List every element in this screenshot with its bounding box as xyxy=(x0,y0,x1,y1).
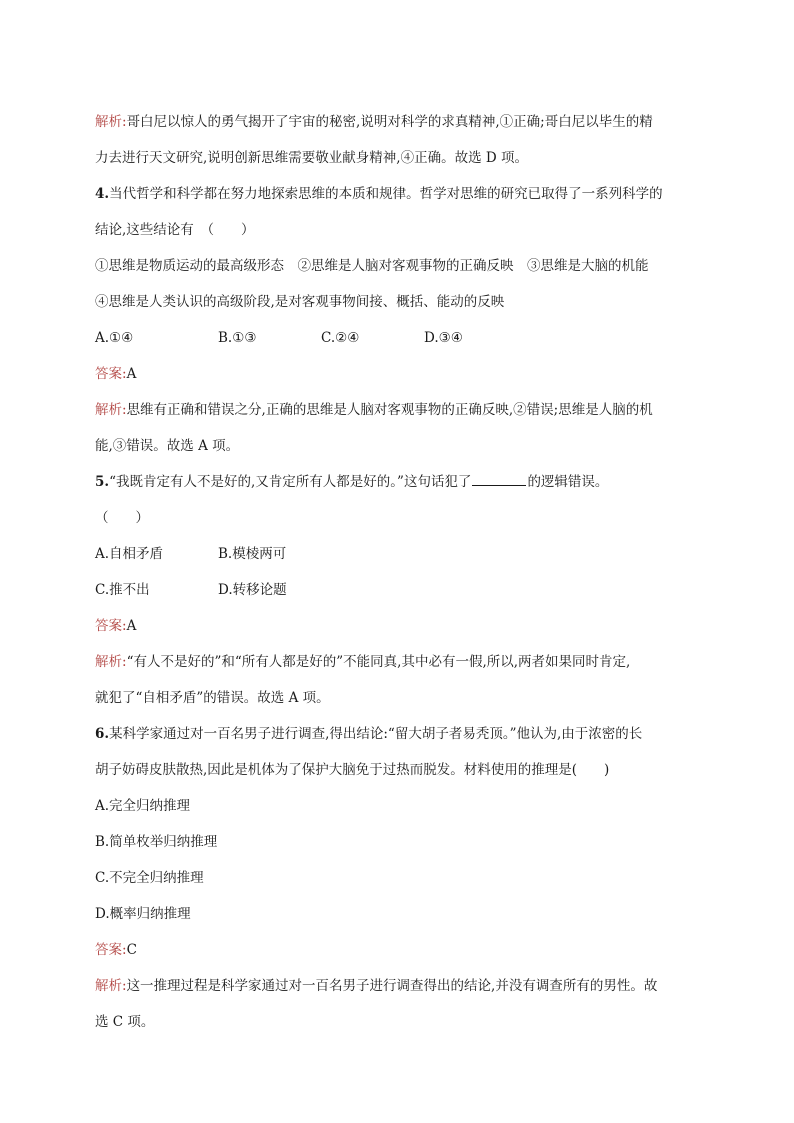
answer-value: A xyxy=(126,366,137,382)
option-d: D.转移论题 xyxy=(218,582,287,598)
q6-option-b: B.简单枚举归纳推理 xyxy=(95,834,218,850)
q6-stem-line-1: 6.某科学家通过对一百名男子进行调查,得出结论:“留大胡子者易秃顶。”他认为,由于浓密的长 xyxy=(95,726,643,742)
q5-analysis-line-2: 就犯了“自相矛盾”的错误。故选 A 项。 xyxy=(95,690,330,706)
q4-analysis-line-1: 解析:思维有正确和错误之分,正确的思维是人脑对客观事物的正确反映,②错误;思维是人脑的机 xyxy=(95,402,653,418)
q5-stem-line-1: 5.“我既肯定有人不是好的,又肯定所有人都是好的。”这句话犯了 的逻辑错误。 xyxy=(95,464,695,500)
option-a: A.①④ xyxy=(95,330,134,346)
q4-answer xyxy=(95,356,695,392)
q6-analysis-line-2: 选 C 项。 xyxy=(95,1014,155,1030)
analysis-label: 解析: xyxy=(95,402,127,418)
option-b: B.①③ xyxy=(218,330,257,346)
question-number: 6. xyxy=(95,726,110,742)
q4-statements-line-1: ①思维是物质运动的最高级形态 ②思维是人脑对客观事物的正确反映 ③思维是大脑的机能 xyxy=(95,258,649,274)
question-number: 4. xyxy=(95,186,110,202)
analysis-label: 解析: xyxy=(95,114,127,130)
q5-answer xyxy=(95,608,695,644)
option-c: C.②④ xyxy=(321,330,360,346)
option-b: B.模棱两可 xyxy=(218,546,287,562)
answer-label: 答案: xyxy=(95,618,127,634)
q3-analysis-line-1: 解析:哥白尼以惊人的勇气揭开了宇宙的秘密,说明对科学的求真精神,①正确;哥白尼以毕生的精 xyxy=(95,114,653,130)
q6-stem-line-2: 胡子妨碍皮肤散热,因此是机体为了保护大脑免于过热而脱发。材料使用的推理是( ) xyxy=(95,762,610,778)
q4-analysis-line-2: 能,③错误。故选 A 项。 xyxy=(95,438,240,454)
q6-analysis-line-1: 解析:这一推理过程是科学家通过对一百名男子进行调查得出的结论,并没有调查所有的男性。故 xyxy=(95,978,658,994)
q5-options-row-2 xyxy=(95,572,695,608)
analysis-label: 解析: xyxy=(95,978,127,994)
answer-value: A xyxy=(126,618,137,634)
q6-option-c: C.不完全归纳推理 xyxy=(95,870,204,886)
answer-label: 答案: xyxy=(95,366,127,382)
q4-stem-line-1: 4.当代哲学和科学都在努力地探索思维的本质和规律。哲学对思维的研究已取得了一系列科学的 xyxy=(95,186,663,202)
q5-analysis-line-1: 解析:“有人不是好的”和“所有人都是好的”不能同真,其中必有一假,所以,两者如果同时肯定, xyxy=(95,654,631,670)
answer-value: C xyxy=(126,942,137,958)
q5-stem-line-2: （ ） xyxy=(95,510,149,526)
option-a: A.自相矛盾 xyxy=(95,546,164,562)
q4-stem-line-2: 结论,这些结论有 （ ） xyxy=(95,222,255,238)
question-number: 5. xyxy=(95,474,110,490)
q6-option-a: A.完全归纳推理 xyxy=(95,798,191,814)
document-page xyxy=(95,104,695,1040)
q3-analysis-line-2: 力去进行天文研究,说明创新思维需要敬业献身精神,④正确。故选 D 项。 xyxy=(95,150,528,166)
option-d: D.③④ xyxy=(424,330,463,346)
answer-label: 答案: xyxy=(95,942,127,958)
fill-in-blank xyxy=(472,471,526,486)
q4-options xyxy=(95,320,695,356)
option-c: C.推不出 xyxy=(95,582,150,598)
q6-option-d: D.概率归纳推理 xyxy=(95,906,191,922)
analysis-label: 解析: xyxy=(95,654,127,670)
q5-options-row-1 xyxy=(95,536,695,572)
q4-statements-line-2: ④思维是人类认识的高级阶段,是对客观事物间接、概括、能动的反映 xyxy=(95,294,505,310)
q6-answer xyxy=(95,932,695,968)
